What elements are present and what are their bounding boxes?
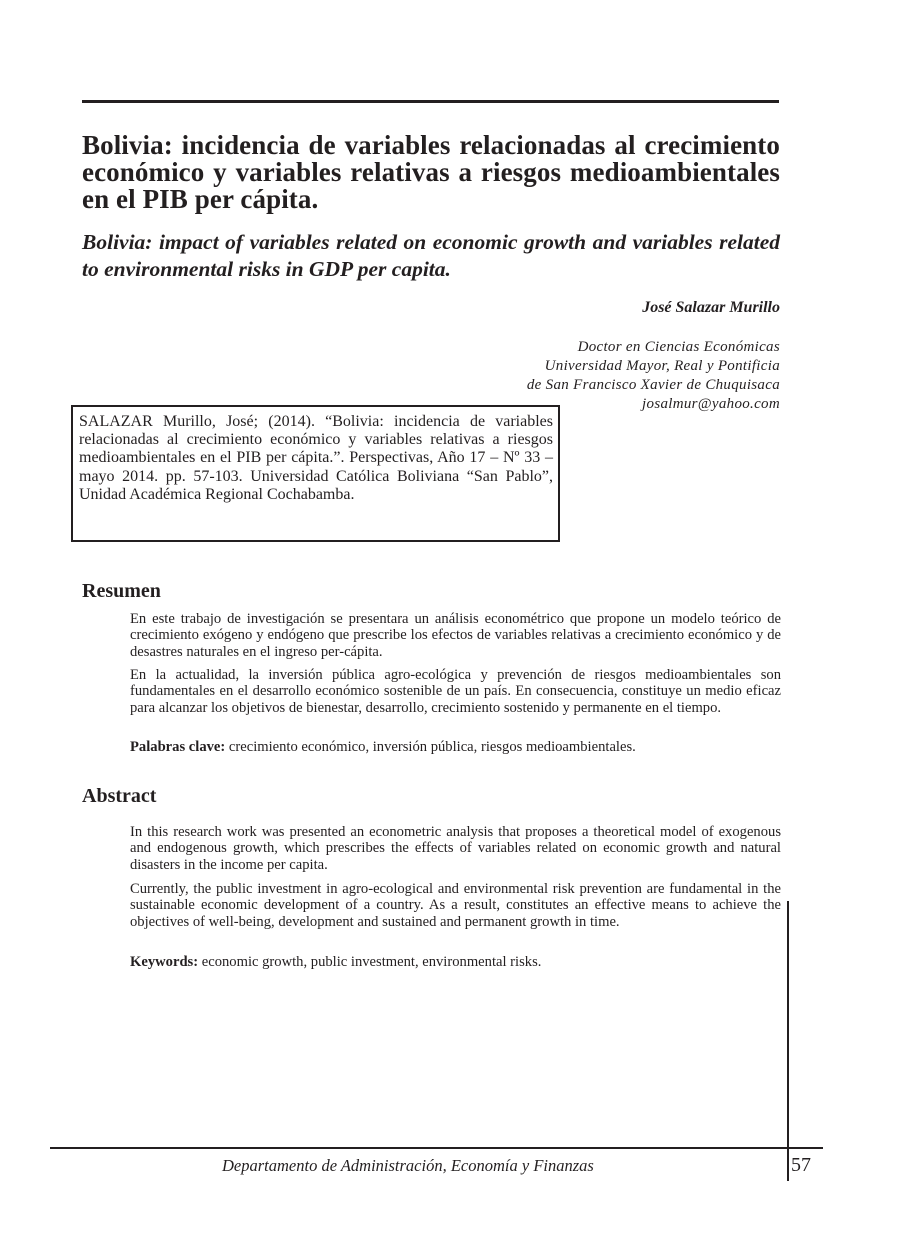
abstract-keywords: [130, 954, 781, 970]
resumen-keywords-text: crecimiento económico, inversión pública, riesgos medioambientales.: [225, 739, 636, 755]
abstract-paragraph-2: Currently, the public investment in agro-ecological and environmental risk prevention are fundamental in the sustainable economic development of a country. As a result, constitutes an effective means to achieve the objectives of well-being, development and sustained and permanent growth in time.: [130, 881, 781, 930]
page-number: 57: [791, 1154, 811, 1176]
abstract-paragraph-1: In this research work was presented an econometric analysis that proposes a theoretical model of exogenous and endogenous growth, which prescribes the effects of variables related on economic growth and natural disasters in the income per capita.: [130, 824, 781, 873]
resumen-keywords-label: Palabras clave:: [130, 739, 226, 755]
top-rule: [82, 100, 779, 103]
affiliation-degree: Doctor en Ciencias Económicas: [577, 339, 780, 355]
abstract-keywords-label: Keywords:: [130, 954, 199, 970]
title-english: Bolivia: impact of variables related on economic growth and variables related to environmental risks in GDP per capita.: [82, 230, 780, 281]
abstract-heading: Abstract: [82, 785, 157, 807]
abstract-keywords-text: economic growth, public investment, environmental risks.: [198, 954, 542, 970]
affiliation-university-cont: de San Francisco Xavier de Chuquisaca: [526, 377, 780, 393]
resumen-heading: Resumen: [82, 580, 161, 602]
author-name: José Salazar Murillo: [642, 299, 780, 316]
side-rule: [787, 901, 789, 1181]
author-email: josalmur@yahoo.com: [642, 396, 780, 412]
footer-rule: [50, 1147, 823, 1149]
title-spanish: Bolivia: incidencia de variables relacionadas al crecimiento económico y variables relativas a riesgos medioambientales en el PIB per cápita.: [82, 130, 780, 214]
resumen-paragraph-1: En este trabajo de investigación se presentara un análisis econométrico que propone un modelo teórico de crecimiento exógeno y endógeno que prescribe los efectos de variables relativas a crecimiento económico y de desastres naturales en el ingreso per-cápita.: [130, 611, 781, 660]
resumen-keywords: [130, 739, 781, 755]
affiliation-university: Universidad Mayor, Real y Pontificia: [544, 358, 780, 374]
resumen-paragraph-2: En la actualidad, la inversión pública agro-ecológica y prevención de riesgos medioambientales son fundamentales en el desarrollo económico sostenible de un país. En consecuencia, constituye un medio eficaz para alcanzar los objetivos de bienestar, desarrollo, crecimiento sostenido y permanente en el tiempo.: [130, 667, 781, 716]
author-affiliation: [360, 338, 780, 414]
citation-box: SALAZAR Murillo, José; (2014). “Bolivia: incidencia de variables relacionadas al crecimiento económico y variables relativas a riesgos medioambientales en el PIB per cápita.”. Perspectivas, Año 17 – Nº 33 – mayo 2014. pp. 57-103. Universidad Católica Boliviana “San Pablo”, Unidad Académica Regional Cochabamba.: [71, 405, 560, 542]
footer-department: Departamento de Administración, Economía y Finanzas: [222, 1156, 594, 1175]
